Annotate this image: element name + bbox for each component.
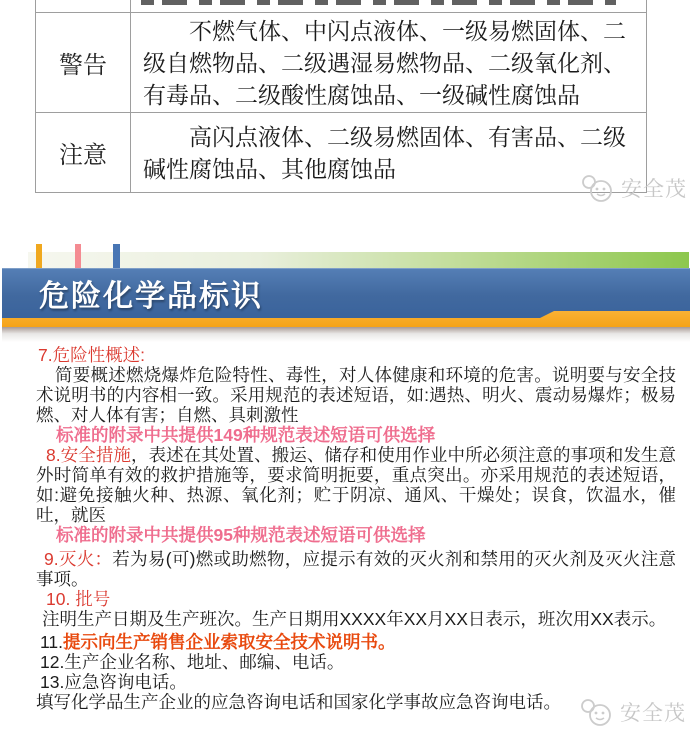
cropped-text-fragment	[141, 0, 616, 5]
banner-green-strip	[28, 252, 689, 268]
section7-heading: 7.危险性概述:	[38, 345, 145, 365]
warning-label: 警告	[36, 13, 131, 112]
cropped-row-label-cell	[36, 0, 131, 12]
content-section	[36, 345, 676, 712]
caution-categories-text: 高闪点液体、二级易燃固体、有害品、二级碱性腐蚀品、其他腐蚀品	[143, 123, 626, 182]
section10-body: 注明生产日期及生产班次。生产日期用XXXX年XX月XX日表示，班次用XX表示。	[42, 609, 667, 629]
section10-heading: 10. 批号	[46, 589, 111, 609]
watermark-anquanmao-bottom	[578, 697, 686, 727]
anquanmao-logo-icon	[579, 173, 617, 203]
banner-shadow	[2, 327, 690, 342]
caution-label: 注意	[36, 113, 131, 192]
section11-text: 提示向生产销售企业索取安全技术说明书。	[63, 632, 396, 652]
section8-note: 标准的附录中共提供95种规范表述短语可供选择	[56, 525, 426, 545]
table-row-caution	[36, 113, 646, 193]
section-banner	[0, 244, 695, 344]
section11-line	[36, 632, 676, 652]
watermark-text: 安全茂	[620, 702, 686, 725]
section7-note: 标准的附录中共提供149种规范表述短语可供选择	[56, 425, 436, 445]
section8-paragraph	[36, 445, 676, 525]
watermark-anquanmao-top	[579, 173, 687, 203]
section9-paragraph	[36, 549, 676, 589]
section13-body: 填写化学品生产企业的应急咨询电话和国家化学事故应急咨询电话。	[36, 692, 561, 712]
table-row-warning	[36, 13, 646, 113]
tick-pink	[75, 244, 81, 268]
section9-body: 若为易(可)燃或助燃物，应提示有效的灭火剂和禁用的灭火剂及灭火注意事项。	[36, 549, 676, 589]
tick-orange	[36, 244, 42, 268]
anquanmao-logo-icon	[578, 697, 616, 727]
warning-categories-text: 不燃气体、中闪点液体、一级易燃固体、二级自燃物品、二级遇湿易燃物品、二级氧化剂、有毒品、二级酸性腐蚀品、一级碱性腐蚀品	[143, 17, 626, 108]
section8-lead: 8.安全措施	[46, 445, 132, 465]
cropped-row-text-cell	[131, 0, 646, 12]
watermark-text: 安全茂	[621, 178, 687, 201]
section12-line: 12.生产企业名称、地址、邮编、电话。	[40, 652, 345, 672]
banner-title-bar	[2, 268, 690, 318]
section9-lead: 9.灭火：	[44, 549, 113, 569]
tick-blue	[113, 244, 120, 268]
cropped-table-row	[36, 0, 646, 13]
section8-body: ，表述在其处置、搬运、储存和使用作业中所必须注意的事项和发生意外时简单有效的救护措施等，要求简明扼要，重点突出。亦采用规范的表述短语，如:避免接触火种、热源、氧化剂；贮于阴凉、通风、干燥处；误食，饮温水，催吐，就医	[36, 445, 676, 525]
page-title: 危险化学品标识	[39, 280, 263, 313]
signal-word-table	[35, 0, 647, 193]
section13-line: 13.应急咨询电话。	[40, 672, 187, 692]
section11-number: 11.	[40, 632, 64, 652]
section7-body: 简要概述燃烧爆炸危险特性、毒性，对人体健康和环境的危害。说明要与安全技术说明书的内容相一致。采用规范的表述短语，如:遇热、明火、震动易爆炸；极易燃、对人体有害；自燃、具刺激性	[36, 365, 676, 425]
